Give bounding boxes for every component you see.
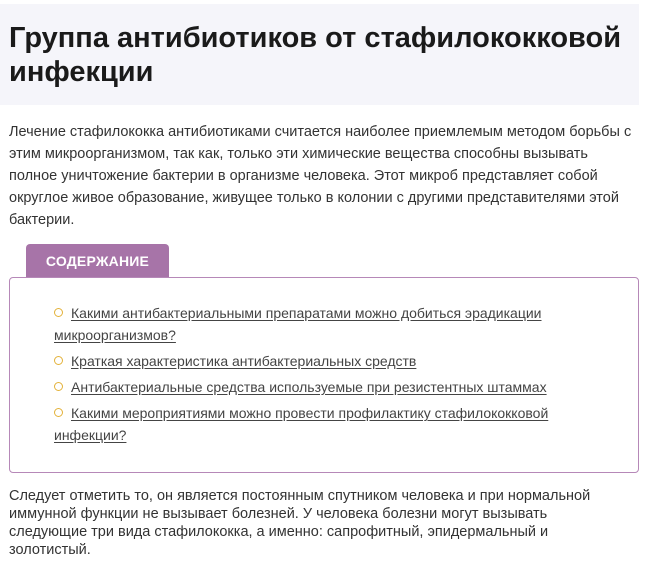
circle-bullet-icon xyxy=(54,308,63,317)
intro-paragraph: Лечение стафилококка антибиотиками считается наиболее приемлемым методом борьбы с этим микроорганизмом, так как, только эти химические вещества способны вызывать полное уничтожение бактерии в организме человека. Этот микроб представляет собой округлое живое образование, живущее только в колонии с другими представителями этой бактерии. xyxy=(9,124,632,228)
toc-link-prevention[interactable]: Какими мероприятиями можно провести профилактику стафилококковой инфекции? xyxy=(54,405,549,443)
table-of-contents xyxy=(9,277,639,473)
toc-heading: СОДЕРЖАНИЕ xyxy=(26,244,169,278)
page-title: Группа антибиотиков от стафилококковой инфекции xyxy=(9,22,622,88)
toc-list xyxy=(54,302,584,450)
circle-bullet-icon xyxy=(54,356,63,365)
title-banner xyxy=(0,4,639,105)
toc-item xyxy=(54,402,584,446)
toc-link-eradication[interactable]: Какими антибактериальными препаратами можно добиться эрадикации микроорганизмов? xyxy=(54,305,542,343)
toc-item xyxy=(54,302,584,346)
toc-item xyxy=(54,350,584,372)
outro-paragraph: Следует отметить то, он является постоянным спутником человека и при нормальной иммунной функции не вызывает болезней. У человека болезни могут вызывать следующие три вида стафилококка, а именно: сапрофитный, эпидермальный и золотистый. xyxy=(9,488,591,558)
circle-bullet-icon xyxy=(54,382,63,391)
toc-item xyxy=(54,376,584,398)
toc-link-resistant-strains[interactable]: Антибактериальные средства используемые при резистентных штаммах xyxy=(71,379,547,395)
circle-bullet-icon xyxy=(54,408,63,417)
toc-link-characteristics[interactable]: Краткая характеристика антибактериальных средств xyxy=(71,353,417,369)
